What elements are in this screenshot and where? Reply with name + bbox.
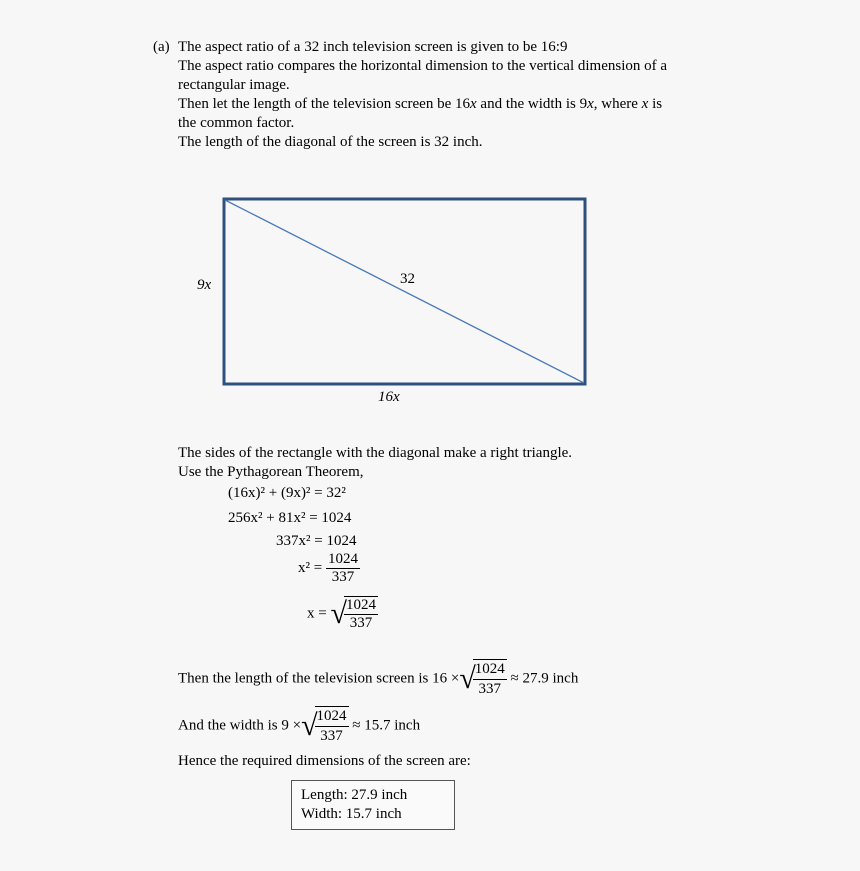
equation-3: 337x² = 1024: [276, 533, 357, 549]
length-line: [178, 659, 578, 699]
equation-4-denominator: 337: [326, 568, 360, 586]
answer-box: [291, 780, 455, 830]
intro-line-2: The aspect ratio compares the horizontal dimension to the vertical dimension of a: [178, 58, 668, 74]
rectangle-diagram: [220, 195, 590, 389]
width-denominator: 337: [315, 726, 349, 746]
length-coefficient: 16 ×: [432, 670, 460, 687]
intro-line-1: The aspect ratio of a 32 inch television screen is given to be 16:9: [178, 39, 568, 55]
intro-line-4-a: Then let the length of the television screen be 16: [178, 96, 470, 112]
length-fraction: [473, 659, 507, 699]
length-text: Then the length of the television screen is: [178, 670, 429, 687]
equation-5: [307, 596, 378, 632]
intro-line-5: the common factor.: [178, 115, 295, 131]
intro-line-4-x2: x: [587, 96, 594, 112]
width-text: And the width is: [178, 717, 278, 734]
intro-line-4-b: and the width is 9: [480, 96, 588, 112]
length-denominator: 337: [473, 679, 507, 699]
intro-line-4-x3: x: [641, 96, 649, 112]
equation-5-denominator: 337: [344, 614, 378, 632]
intro-line-4: [178, 95, 662, 114]
equation-5-numerator: 1024: [345, 597, 376, 613]
diagonal-label: 32: [400, 271, 415, 287]
part-label: (a): [153, 39, 170, 55]
solution-line-2: Use the Pythagorean Theorem,: [178, 464, 364, 480]
equation-1: (16x)² + (9x)² = 32²: [228, 485, 346, 501]
equation-5-fraction: [344, 596, 378, 632]
width-coefficient: 9 ×: [281, 717, 302, 734]
equation-4-lhs: x² =: [298, 560, 323, 576]
intro-line-4-c: , where: [593, 96, 638, 112]
equation-2: 256x² + 81x² = 1024: [228, 510, 352, 526]
equation-4: [298, 551, 360, 586]
diagonal-line: [225, 200, 584, 383]
bottom-label: 16x: [378, 389, 400, 405]
side-label: 9x: [197, 277, 212, 293]
equation-4-fraction: [326, 551, 360, 586]
width-result: ≈ 15.7 inch: [352, 717, 421, 734]
hence-line: Hence the required dimensions of the screen are:: [178, 753, 471, 769]
sqrt-icon: √: [301, 709, 318, 742]
width-line: [178, 706, 420, 746]
length-result: ≈ 27.9 inch: [510, 670, 579, 687]
equation-5-lhs: x =: [307, 605, 327, 622]
width-numerator: 1024: [316, 708, 347, 724]
intro-line-4-d: is: [652, 96, 663, 112]
width-fraction: [315, 706, 349, 746]
answer-length: Length: 27.9 inch: [301, 787, 408, 803]
equation-4-numerator: 1024: [327, 551, 358, 567]
intro-line-6: The length of the diagonal of the screen is 32 inch.: [178, 134, 483, 150]
length-numerator: 1024: [474, 661, 505, 677]
intro-line-3: rectangular image.: [178, 77, 290, 93]
sqrt-icon: √: [459, 662, 476, 695]
sqrt-icon: √: [330, 597, 347, 630]
answer-width: Width: 15.7 inch: [301, 806, 402, 822]
solution-line-1: The sides of the rectangle with the diagonal make a right triangle.: [178, 445, 573, 461]
intro-line-4-x1: x: [470, 96, 477, 112]
